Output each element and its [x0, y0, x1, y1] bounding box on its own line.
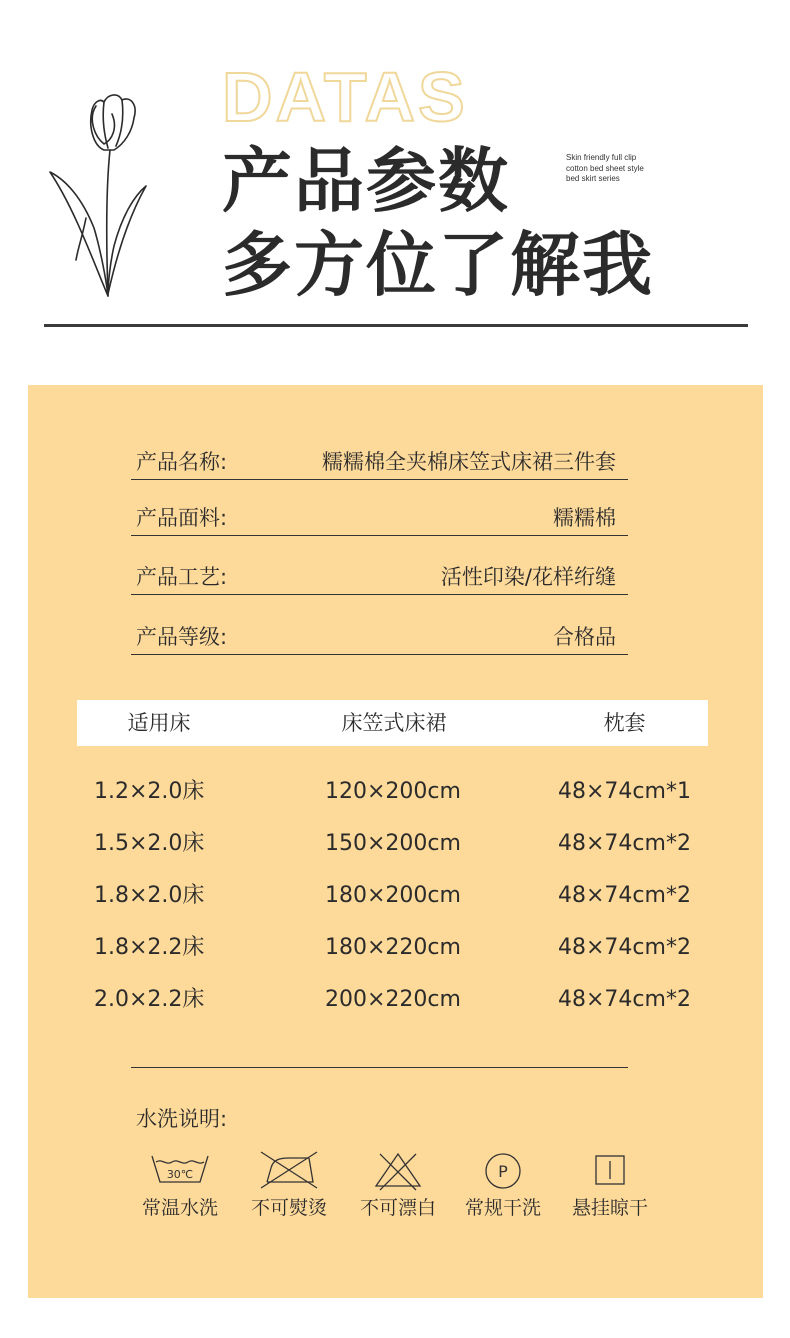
size-table-header: [77, 700, 708, 746]
no-iron-icon: [257, 1150, 321, 1192]
bed-skirt-size-cell: 150×200cm: [325, 831, 461, 856]
page-title-line2: 多方位了解我: [222, 224, 654, 306]
wash-label: 常规干洗: [464, 1197, 541, 1219]
no-bleach-icon: [366, 1150, 430, 1192]
dry-clean-p-icon: [471, 1150, 535, 1192]
column-header-bed: 适用床: [127, 711, 191, 735]
spec-value: 糯糯棉全夹棉床笠式床裙三件套: [322, 450, 616, 474]
dry-clean-letter: P: [498, 1162, 508, 1181]
bed-skirt-size-cell: 200×220cm: [325, 987, 461, 1012]
bed-skirt-size-cell: 120×200cm: [325, 779, 461, 804]
washing-divider: [131, 1067, 628, 1068]
pillowcase-size-cell: 48×74cm*2: [558, 883, 691, 908]
table-row: [77, 824, 708, 864]
pillowcase-size-cell: 48×74cm*2: [558, 935, 691, 960]
bed-size-cell: 1.8×2.0床: [94, 883, 205, 908]
bed-skirt-size-cell: 180×220cm: [325, 935, 461, 960]
column-header-bed-skirt: 床笠式床裙: [341, 711, 447, 735]
column-header-pillowcase: 枕套: [603, 711, 646, 735]
header-divider: [44, 324, 748, 327]
datas-watermark: DATAS: [222, 58, 468, 136]
tagline-line: bed skirt series: [566, 174, 620, 183]
washing-title: 水洗说明:: [136, 1107, 228, 1131]
spec-label: 产品名称:: [136, 450, 228, 474]
bed-skirt-size-cell: 180×200cm: [325, 883, 461, 908]
hang-dry-icon: [578, 1150, 642, 1192]
pillowcase-size-cell: 48×74cm*2: [558, 831, 691, 856]
table-row: [77, 876, 708, 916]
spec-value: 活性印染/花样绗缝: [440, 565, 616, 589]
bed-size-cell: 2.0×2.2床: [94, 987, 205, 1012]
bed-size-cell: 1.2×2.0床: [94, 779, 205, 804]
tagline-line: Skin friendly full clip: [566, 153, 637, 162]
table-row: [77, 980, 708, 1020]
spec-row-fabric: [131, 503, 628, 536]
spec-label: 产品面料:: [136, 506, 228, 530]
bed-size-cell: 1.8×2.2床: [94, 935, 205, 960]
spec-label: 产品等级:: [136, 625, 228, 649]
spec-row-name: [131, 447, 628, 480]
wash-label: 悬挂晾干: [571, 1197, 648, 1219]
pillowcase-size-cell: 48×74cm*2: [558, 987, 691, 1012]
tagline-line: cotton bed sheet style: [566, 163, 644, 173]
spec-row-process: [131, 562, 628, 595]
tagline: [566, 153, 644, 185]
spec-label: 产品工艺:: [136, 565, 228, 589]
wash-label: 不可熨烫: [250, 1197, 327, 1219]
pillowcase-size-cell: 48×74cm*1: [558, 779, 691, 804]
spec-value: 糯糯棉: [553, 506, 616, 530]
tulip-illustration: [42, 88, 152, 303]
page-title-line1: 产品参数: [222, 140, 510, 222]
table-row: [77, 928, 708, 968]
wash-temperature: 30℃: [166, 1168, 194, 1181]
bed-size-cell: 1.5×2.0床: [94, 831, 205, 856]
spec-value: 合格品: [553, 625, 616, 649]
spec-row-grade: [131, 622, 628, 655]
wash-label: 不可漂白: [359, 1197, 436, 1219]
table-row: [77, 772, 708, 812]
wash-label: 常温水洗: [141, 1197, 218, 1219]
wash-30-icon: [148, 1150, 212, 1192]
